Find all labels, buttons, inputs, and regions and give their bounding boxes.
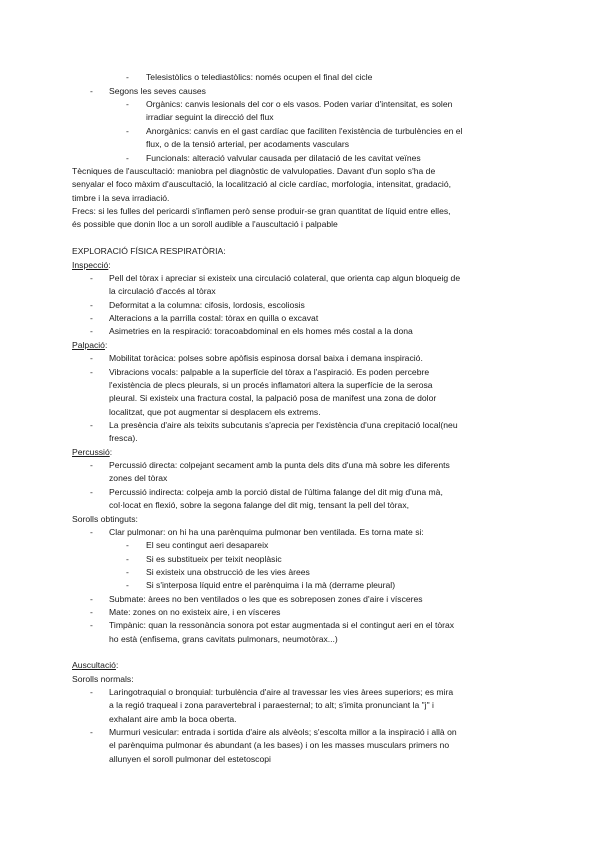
- bullet-dash: -: [90, 460, 93, 470]
- bullet-text: Percussió directa: colpejant secament amb la punta dels dits d'una mà sobre les diferents: [109, 460, 450, 470]
- bullet-text: fresca).: [109, 433, 138, 443]
- bullet-dash: -: [126, 126, 129, 136]
- bullet-text: ho està (enfisema, grans cavitats pulmonars, neumotòrax...): [109, 634, 338, 644]
- subsection-heading: Auscultació:: [72, 660, 119, 670]
- heading-text: Inspecció: [72, 260, 109, 270]
- bullet-dash: -: [90, 367, 93, 377]
- bullet-dash: -: [90, 273, 93, 283]
- heading-text: Auscultació: [72, 660, 116, 670]
- bullet-text: Segons les seves causes: [109, 86, 206, 96]
- bullet-text: Si s'interposa líquid entre el parènquima i la mà (derrame pleural): [146, 580, 396, 590]
- heading-text: Percussió: [72, 447, 110, 457]
- bullet-dash: -: [90, 687, 93, 697]
- bullet-text: Alteracions a la parrilla costal: tòrax en quilla o excavat: [109, 313, 319, 323]
- subsection-heading: Sorolls normals:: [72, 674, 134, 684]
- bullet-text: Funcionals: alteració valvular causada per dilatació de les cavitat veïnes: [146, 153, 421, 163]
- bullet-text: Pell del tòrax i apreciar si existeix una circulació colateral, que orienta cap algun bloqueig de: [109, 273, 461, 283]
- bullet-text: Deformitat a la columna: cifosis, lordosis, escoliosis: [109, 300, 305, 310]
- paragraph-line: és possible que donin lloc a un soroll audible a l'auscultació i palpable: [72, 219, 338, 229]
- bullet-text: Timpànic: quan la ressonància sonora pot estar augmentada si el contingut aeri en el tòrax: [109, 620, 455, 630]
- subsection-heading: Palpació:: [72, 340, 108, 350]
- bullet-dash: -: [90, 727, 93, 737]
- bullet-dash: -: [90, 594, 93, 604]
- paragraph-line: Tècniques de l'auscultació: maniobra pel diagnòstic de valvulopaties. Davant d'un soplo s'ha de: [72, 166, 436, 176]
- bullet-text: exhalant aire amb la boca oberta.: [109, 714, 237, 724]
- heading-text: Palpació: [72, 340, 105, 350]
- bullet-text: Anorgànics: canvis en el gast cardíac que faciliten l'existència de turbulències en el: [146, 126, 463, 136]
- bullet-text: el parènquima pulmonar és abundant (a les bases) i on les masses musculars primers no: [109, 740, 450, 750]
- bullet-dash: -: [126, 153, 129, 163]
- bullet-text: irradiar seguint la direcció del flux: [146, 112, 274, 122]
- bullet-text: la circulació d'accés al tòrax: [109, 286, 216, 296]
- bullet-text: Murmuri vesicular: entrada i sortida d'aire als alvèols; s'escolta millor a la inspiració i allà on: [109, 727, 457, 737]
- section-title: EXPLORACIÓ FÍSICA RESPIRATÒRIA:: [72, 246, 226, 256]
- bullet-text: Telesistòlics o telediastòlics: només ocupen el final del cicle: [146, 72, 373, 82]
- bullet-dash: -: [90, 607, 93, 617]
- bullet-dash: -: [90, 326, 93, 336]
- bullet-dash: -: [126, 567, 129, 577]
- bullet-text: Vibracions vocals: palpable a la superfície del tòrax a l'aspiració. Es poden percebre: [109, 367, 430, 377]
- bullet-dash: -: [90, 420, 93, 430]
- bullet-text: Laringotraquial o bronquial: turbulència d'aire al travessar les vies àrees superiors; es mira: [109, 687, 454, 697]
- paragraph-line: senyalar el foco màxim d'auscultació, la localització al cicle cardíac, morfologia, intensitat, gradació,: [72, 179, 451, 189]
- bullet-text: Mate: zones on no existeix aire, i en vísceres: [109, 607, 281, 617]
- bullet-text: Submate: àrees no ben ventilados o les que es sobreposen zones d'aire i vísceres: [109, 594, 423, 604]
- bullet-dash: -: [90, 487, 93, 497]
- bullet-text: Orgànics: canvis lesionals del cor o els vasos. Poden variar d'intensitat, es solen: [146, 99, 453, 109]
- bullet-text: allunyen el soroll pulmonar del estetoscopi: [109, 754, 271, 764]
- bullet-text: La presència d'aire als teixits subcutanis s'aprecia per l'existència d'una crepitació local(neu: [109, 420, 458, 430]
- bullet-dash: -: [90, 527, 93, 537]
- bullet-text: Asimetries en la respiració: toracoabdominal en els homes més costal a la dona: [109, 326, 413, 336]
- bullet-text: a la regió traqueal i zona paravertebral i paraesternal; to alt; s'imita pronunciant la "j" i: [109, 700, 434, 710]
- subsection-heading: Sorolls obtinguts:: [72, 514, 138, 524]
- bullet-text: col·locat en flexió, sobre la segona falange del dit mig, tensant la pell del tòrax,: [109, 500, 410, 510]
- bullet-dash: -: [126, 72, 129, 82]
- paragraph-line: Frecs: si les fulles del pericardi s'inflamen però sense produir-se gran quantitat de líquid entre elles,: [72, 206, 451, 216]
- bullet-dash: -: [90, 86, 93, 96]
- paragraph-line: timbre i la seva irradiació.: [72, 193, 170, 203]
- bullet-dash: -: [126, 580, 129, 590]
- bullet-text: zones del tòrax: [109, 473, 168, 483]
- bullet-dash: -: [90, 313, 93, 323]
- bullet-text: Percussió indirecta: colpeja amb la porció distal de l'última falange del dit mig d'una mà,: [109, 487, 443, 497]
- bullet-dash: -: [126, 554, 129, 564]
- subsection-heading: Percussió:: [72, 447, 113, 457]
- bullet-dash: -: [90, 620, 93, 630]
- bullet-text: flux, o de la tensió arterial, per acodaments vasculars: [146, 139, 350, 149]
- bullet-text: Si es substitueix per teixit neoplàsic: [146, 554, 282, 564]
- bullet-dash: -: [90, 300, 93, 310]
- bullet-text: l'existència de plecs pleurals, si un procés inflamatori altera la superfície de la serosa: [109, 380, 433, 390]
- bullet-dash: -: [90, 353, 93, 363]
- bullet-dash: -: [126, 540, 129, 550]
- bullet-text: Clar pulmonar: on hi ha una parènquima pulmonar ben ventilada. Es torna mate si:: [109, 527, 424, 537]
- bullet-text: Mobilitat toràcica: polses sobre apòfisis espinosa dorsal baixa i demana inspiració.: [109, 353, 423, 363]
- bullet-text: localitzat, que pot augmentar si desplacem els extrems.: [109, 407, 321, 417]
- bullet-text: Si existeix una obstrucció de les vies àrees: [146, 567, 310, 577]
- bullet-text: El seu contingut aeri desapareix: [146, 540, 269, 550]
- bullet-dash: -: [126, 99, 129, 109]
- subsection-heading: Inspecció:: [72, 260, 111, 270]
- bullet-text: pleural. Si existeix una fractura costal, la palpació posa de manifest una zona de dolor: [109, 393, 437, 403]
